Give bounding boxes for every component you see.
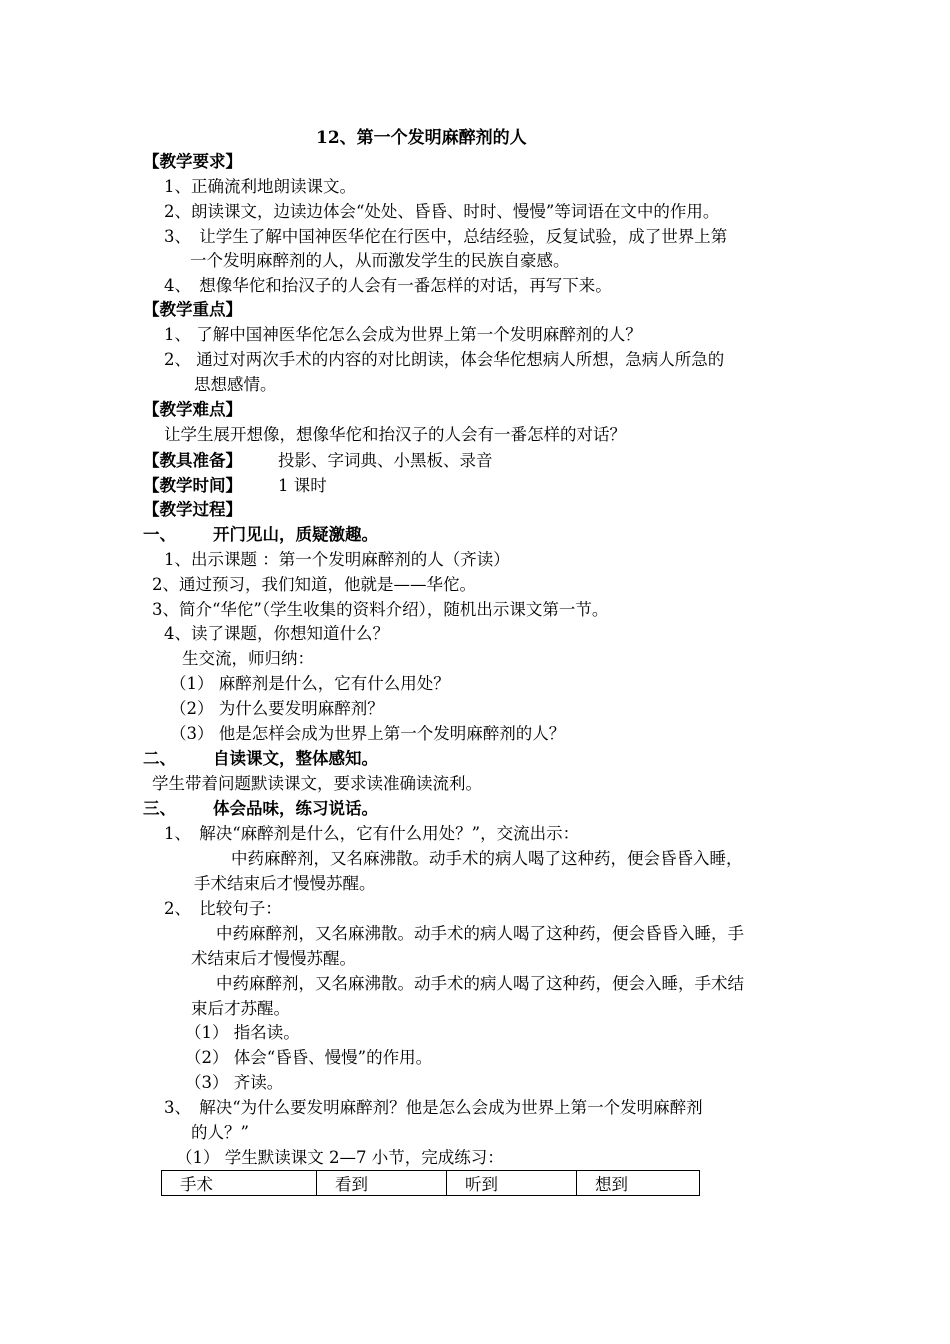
part-three-line: （3） 齐读。 (185, 1073, 284, 1092)
part-three-line: （1） 指名读。 (185, 1023, 300, 1042)
key-point-item: 1、 了解中国神医华佗怎么会成为世界上第一个发明麻醉剂的人？ (164, 325, 642, 344)
section-heading-tools: 【教具准备】 (143, 451, 242, 470)
part-three-line: 中药麻醉剂，又名麻沸散。动手术的病人喝了这种药，便会昏昏入睡，手 (216, 924, 744, 943)
requirement-item: 1、正确流利地朗读课文。 (164, 177, 356, 196)
part-one-title: 开门见山，质疑激趣。 (213, 525, 378, 544)
part-one-question: （3） 他是怎样会成为世界上第一个发明麻醉剂的人？ (170, 724, 566, 743)
part-one-line: 4、读了课题，你想知道什么？ (164, 624, 389, 643)
part-two-text: 学生带着问题默读课文，要求读准确读流利。 (152, 774, 482, 793)
requirement-item-cont: 一个发明麻醉剂的人，从而激发学生的民族自豪感。 (190, 251, 570, 270)
key-point-item: 2、 通过对两次手术的内容的对比朗读，体会华佗想病人所想，急病人所急的 (164, 350, 725, 369)
section-heading-difficulty: 【教学难点】 (143, 400, 242, 419)
part-three-line: （1） 学生默读课文 2—7 小节，完成练习： (176, 1148, 504, 1167)
difficulty-text: 让学生展开想像，想像华佗和抬汉子的人会有一番怎样的对话？ (164, 425, 626, 444)
part-three-line: 术结束后才慢慢苏醒。 (191, 949, 356, 968)
table-header-cell: 想到 (577, 1171, 700, 1196)
table-header-cell: 手术 (162, 1171, 317, 1196)
part-one-line: 1、出示课题 ：第一个发明麻醉剂的人（齐读） (164, 550, 510, 569)
table-row (162, 1171, 700, 1196)
part-one-line: 2、通过预习，我们知道，他就是——华佗。 (152, 575, 476, 594)
part-one-number: 一、 (143, 525, 176, 544)
section-heading-time: 【教学时间】 (143, 476, 242, 495)
part-three-line: 中药麻醉剂，又名麻沸散。动手术的病人喝了这种药，便会入睡，手术结 (216, 974, 744, 993)
part-three-line: 手术结束后才慢慢苏醒。 (194, 874, 376, 893)
part-three-line: （2） 体会“昏昏、慢慢”的作用。 (185, 1048, 433, 1067)
part-three-title: 体会品味，练习说话。 (213, 799, 378, 818)
part-three-line: 2、 比较句子： (164, 899, 282, 918)
key-point-item-cont: 思想感情。 (194, 375, 277, 394)
part-three-line: 1、 解决“麻醉剂是什么，它有什么用处？”，交流出示： (164, 824, 580, 843)
section-heading-key-points: 【教学重点】 (143, 300, 242, 319)
table-header-cell: 看到 (317, 1171, 447, 1196)
section-heading-process: 【教学过程】 (143, 500, 242, 519)
part-two-title: 自读课文，整体感知。 (213, 749, 378, 768)
page-title: 12、第一个发明麻醉剂的人 (316, 128, 527, 148)
section-heading-requirements: 【教学要求】 (143, 152, 242, 171)
requirement-item: 4、 想像华佗和抬汉子的人会有一番怎样的对话，再写下来。 (164, 276, 612, 295)
part-two-number: 二、 (143, 749, 176, 768)
part-one-question: （1） 麻醉剂是什么，它有什么用处？ (170, 674, 450, 693)
part-one-question: （2） 为什么要发明麻醉剂？ (170, 699, 384, 718)
requirement-item: 3、 让学生了解中国神医华佗在行医中，总结经验，反复试验，成了世界上第 (164, 227, 728, 246)
part-three-line: 束后才苏醒。 (191, 999, 290, 1018)
time-text: 1 课时 (278, 476, 327, 495)
requirement-item: 2、朗读课文，边读边体会“处处、昏昏、时时、慢慢”等词语在文中的作用。 (164, 202, 720, 221)
exercise-table (161, 1170, 700, 1196)
part-three-number: 三、 (143, 799, 176, 818)
part-three-line: 中药麻醉剂，又名麻沸散。动手术的病人喝了这种药，便会昏昏入睡， (231, 849, 743, 868)
part-three-line: 的人？” (191, 1123, 249, 1142)
part-one-line: 生交流，师归纳： (182, 649, 314, 668)
tools-text: 投影、字词典、小黑板、录音 (278, 451, 493, 470)
part-three-line: 3、 解决“为什么要发明麻醉剂？他是怎么会成为世界上第一个发明麻醉剂 (164, 1098, 703, 1117)
part-one-line: 3、简介“华佗”（学生收集的资料介绍），随机出示课文第一节。 (152, 600, 609, 619)
table-header-cell: 听到 (447, 1171, 577, 1196)
